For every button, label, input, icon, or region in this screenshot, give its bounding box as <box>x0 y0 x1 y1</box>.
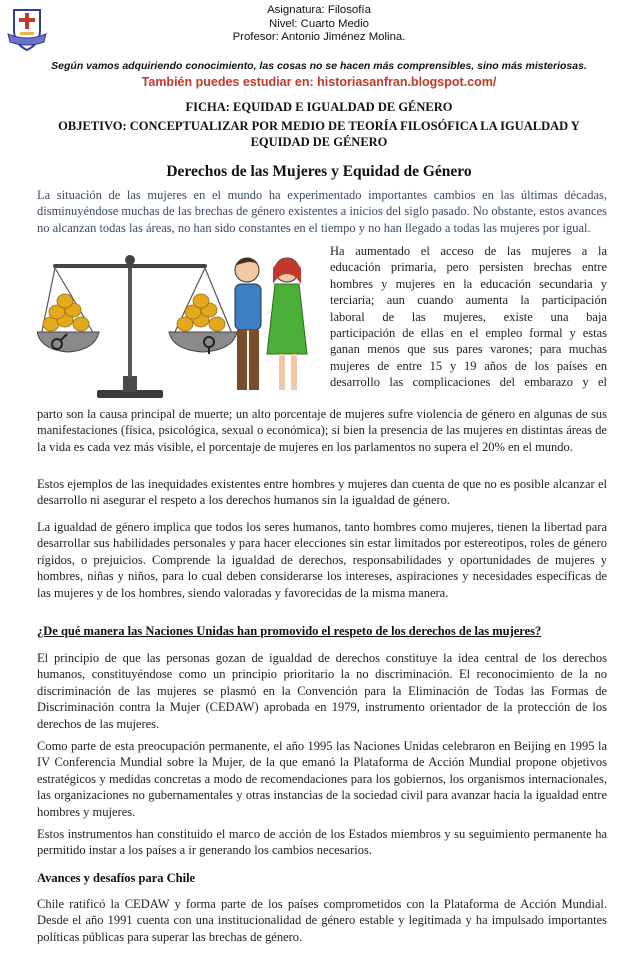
un-section-heading: ¿De qué manera las Naciones Unidas han promovido el respeto de los derechos de las mujeres? <box>37 624 542 638</box>
gender-scale-illustration <box>37 244 321 402</box>
level-line: Nivel: Cuarto Medio <box>268 17 370 30</box>
objective-text: OBJETIVO: CONCEPTUALIZAR POR MEDIO DE TEORÍA FILOSÓFICA LA IGUALDAD Y EQUIDAD DE GÉNERO <box>58 119 580 149</box>
instruments-paragraph: Estos instrumentos han constituido el marco de acción de los Estados miembros y su seguimiento permanente ha permitido instar a los países a ir generando los cambios necesarios. <box>37 827 607 858</box>
worksheet-title: FICHA: EQUIDAD E IGUALDAD DE GÉNERO <box>185 100 453 114</box>
subject-line: Asignatura: Filosofía <box>267 4 371 16</box>
inequities-paragraph: Estos ejemplos de las inequidades existentes entre hombres y mujeres dan cuenta de que no es posible alcanzar el desarrollo ni asegurar el respeto a los derechos humanos sin la igualdad de género. <box>37 477 607 508</box>
access-paragraph-side <box>330 243 607 391</box>
intro-paragraph: La situación de las mujeres en el mundo ha experimentado importantes cambios en las últimas décadas, disminuyéndose muchas de las brechas de género existentes a inicios del siglo pasado. No obstante, estos avances no alcanzan todas las áreas, no han sido constantes en el tiempo y no han llegado a todas las mujeres por igual. <box>37 188 607 235</box>
course-header <box>120 4 518 45</box>
cedaw-paragraph: El principio de que las personas gozan de igualdad de derechos constituye la idea central de los derechos humanos, constituyéndose como un principio prioritario la no discriminación. El reconocimiento de la no discriminación de las mujeres se plasmó en la Convención para la Eliminación de Todas las Formas de Discriminación contra la Mujer (CEDAW) aprobada en 1979, instrumento orientador de la protección de los derechos de las mujeres. <box>37 651 607 731</box>
access-paragraph-continued: parto son la causa principal de muerte; un alto porcentaje de mujeres sufre violencia de género en algunas de sus manifestaciones (física, psicológica, sexual o económica); si bien la presencia de las mujeres en distintas áreas de la vida es cada vez más visible, el porcentaje de mujeres en los parlamentos no supera el 20% en el mundo. <box>37 407 607 454</box>
side-line: laboral de las mujeres, existe una baja <box>330 309 607 324</box>
chile-section-heading: Avances y desafíos para Chile <box>37 871 196 885</box>
side-line: educación primaria, pero persisten brechas entre <box>330 260 607 275</box>
side-line: ganan menos que sus pares varones; para muchas <box>330 342 607 357</box>
side-line: Ha aumentado el acceso de las mujeres a la <box>330 244 607 258</box>
equality-definition-paragraph: La igualdad de género implica que todos los seres humanos, tanto hombres como mujeres, tienen la libertad para desarrollar sus habilidades personales y para hacer elecciones sin estar limitados por estereotipos, roles de género rígidos, o prejuicios. Comprende la igualdad de derechos, responsabilidades y oportunidades de mujeres y hombres, niñas y niños, para lo cual deben considerarse los intereses, aspiraciones y necesidades específicas de las mujeres y de los hombres, siendo valoradas y favorecidas de la misma manera. <box>37 520 607 600</box>
teacher-line: Profesor: Antonio Jiménez Molina. <box>232 31 406 43</box>
school-crest-logo <box>6 6 48 52</box>
side-line: hombres y mujeres en la educación secundaria y <box>330 276 607 291</box>
chile-paragraph: Chile ratificó la CEDAW y forma parte de los países comprometidos con la Plataforma de Acción Mundial. Desde el año 1991 cuenta con una institucionalidad de género estable y legitimada y ha impulsado importantes políticas públicas para superar las brechas de género. <box>37 897 607 944</box>
side-line: terciaria; aun cuando aumenta la participación <box>330 293 607 308</box>
blog-link[interactable]: También puedes estudiar en: historiasanfran.blogspot.com/ <box>141 75 497 89</box>
side-line: participación de ellas en el empleo formal y estas <box>330 326 607 341</box>
side-line: mujeres de entre 15 y 19 años de los países en <box>330 358 607 373</box>
quote-tagline: Según vamos adquiriendo conocimiento, las cosas no se hacen más comprensibles, sino más misteriosas. <box>51 60 587 72</box>
side-line: desarrollo las complicaciones del embarazo y el <box>330 375 607 390</box>
beijing-paragraph: Como parte de esta preocupación permanente, el año 1995 las Naciones Unidas celebraron en Beijing en 1995 la IV Conferencia Mundial sobre la Mujer, de la que emanó la Plataforma de Acción Mundial propone objetivos estratégicos y medidas concretas a modo de recomendaciones para los gobiernos, los organismos internacionales, las organizaciones no gubernamentales y otras instancias de la sociedad civil para avanzar hacia la igualdad entre hombres y mujeres. <box>37 739 607 819</box>
document-title: Derechos de las Mujeres y Equidad de Género <box>166 163 472 180</box>
